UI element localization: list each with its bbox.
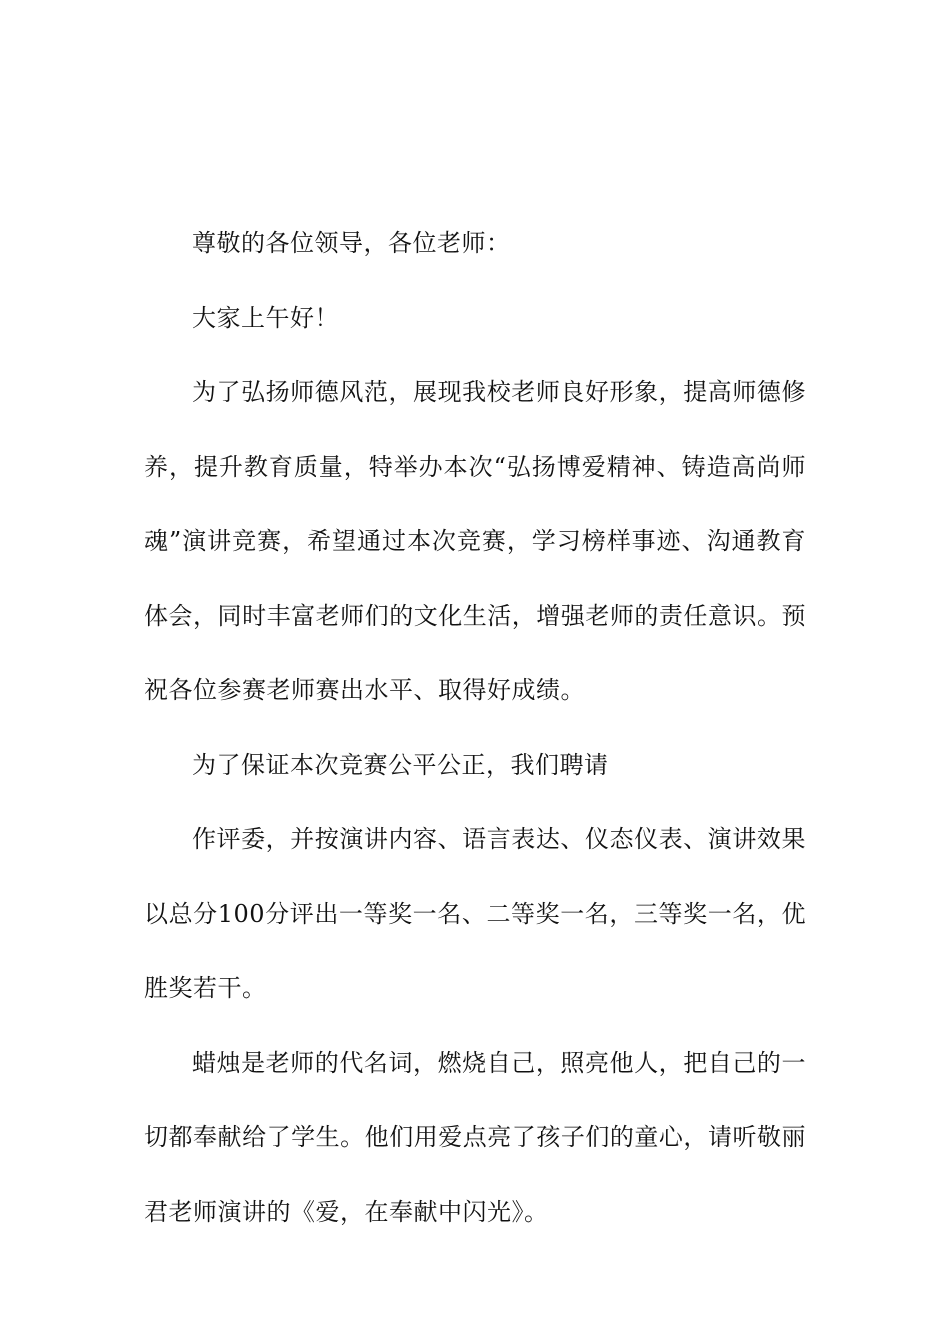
document-body [144, 206, 806, 1249]
body-paragraph-purpose: 为了弘扬师德风范，展现我校老师良好形象，提高师德修养，提升教育质量，特举办本次“弘扬博爱精神、铸造高尚师魂”演讲竞赛，希望通过本次竞赛，学习榜样事迹、沟通教育体会，同时丰富老师们的文化生活，增强老师的责任意识。预祝各位参赛老师赛出水平、取得好成绩。 [144, 378, 806, 704]
body-paragraph-speaker-intro: 蜡烛是老师的代名词，燃烧自己，照亮他人，把自己的一切都奉献给了学生。他们用爱点亮了孩子们的童心，请听敬丽君老师演讲的《爱，在奉献中闪光》。 [144, 1048, 806, 1226]
salutation: 尊敬的各位领导，各位老师： [192, 229, 511, 257]
body-paragraph-judging-rules: 作评委，并按演讲内容、语言表达、仪态仪表、演讲效果以总分100分评出一等奖一名、二等奖一名，三等奖一名，优胜奖若干。 [144, 825, 806, 1002]
greeting: 大家上午好！ [192, 303, 339, 332]
body-paragraph-judges-intro: 为了保证本次竞赛公平公正，我们聘请 [192, 750, 609, 779]
